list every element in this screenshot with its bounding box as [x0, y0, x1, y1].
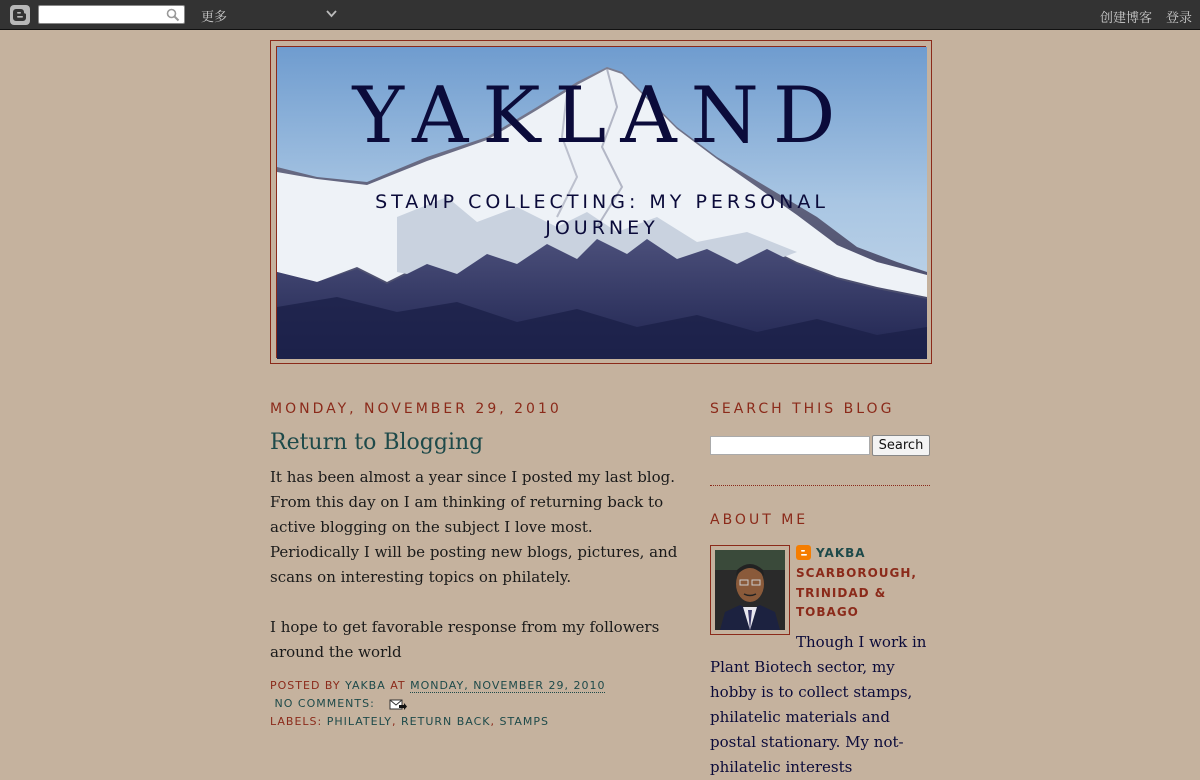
post-paragraph: I hope to get favorable response from my followers around the world [270, 618, 660, 661]
label-link[interactable]: STAMPS [499, 715, 549, 728]
search-icon[interactable] [166, 8, 180, 22]
label-link[interactable]: PHILATELY [326, 715, 392, 728]
profile-name-link[interactable]: YAKBA [816, 546, 866, 560]
blogger-navbar [0, 0, 1200, 30]
comments-link[interactable]: NO COMMENTS: [274, 697, 375, 710]
blog-description: STAMP COLLECTING: MY PERSONAL JOURNEY [375, 191, 829, 239]
post-footer [270, 677, 690, 731]
author-link[interactable]: YAKBA [345, 679, 386, 692]
email-post-icon[interactable] [389, 698, 407, 711]
search-widget-title: SEARCH THIS BLOG [710, 401, 895, 417]
post-date-header: MONDAY, NOVEMBER 29, 2010 [270, 401, 562, 417]
profile-portrait-image [715, 550, 785, 630]
search-button[interactable]: Search [872, 435, 930, 456]
post-timestamp-link[interactable]: MONDAY, NOVEMBER 29, 2010 [410, 679, 606, 692]
blog-search-input[interactable] [710, 436, 870, 455]
more-menu[interactable]: 更多 [201, 10, 228, 25]
about-widget-title: ABOUT ME [710, 512, 809, 528]
blog-title[interactable]: YAKLAND [352, 71, 850, 161]
post-paragraph: It has been almost a year since I posted my last blog. From this day on I am thinking of returning back to active blogging on the subject I love most. Periodically I will be posting new blogs, pictures, and scans on interesting topics on philately. [270, 468, 678, 586]
login-link[interactable]: 登录 [1165, 11, 1192, 26]
blogger-profile-icon [796, 545, 811, 560]
profile-photo[interactable] [710, 545, 790, 635]
post-labels: LABELS: PHILATELY, RETURN BACK, STAMPS [270, 715, 549, 728]
profile-location: SCARBOROUGH, TRINIDAD & TOBAGO [796, 566, 917, 619]
blogger-logo-icon[interactable] [10, 5, 30, 25]
post-byline: POSTED BY YAKBA AT MONDAY, NOVEMBER 29, 2010 [270, 679, 606, 692]
profile-about-text: Though I work in Plant Biotech sector, my hobby is to collect stamps, philatelic materials and postal stationary. My not-philatelic interests [710, 633, 927, 776]
navbar-search-input[interactable] [38, 5, 185, 24]
header-banner [276, 46, 926, 358]
post-comments [270, 695, 690, 713]
label-link[interactable]: RETURN BACK [401, 715, 491, 728]
chevron-down-icon[interactable] [326, 9, 337, 18]
create-blog-link[interactable]: 创建博客 [1099, 11, 1152, 26]
sidebar-divider [710, 485, 930, 486]
post-body [270, 465, 685, 665]
post-title[interactable]: Return to Blogging [270, 430, 484, 455]
